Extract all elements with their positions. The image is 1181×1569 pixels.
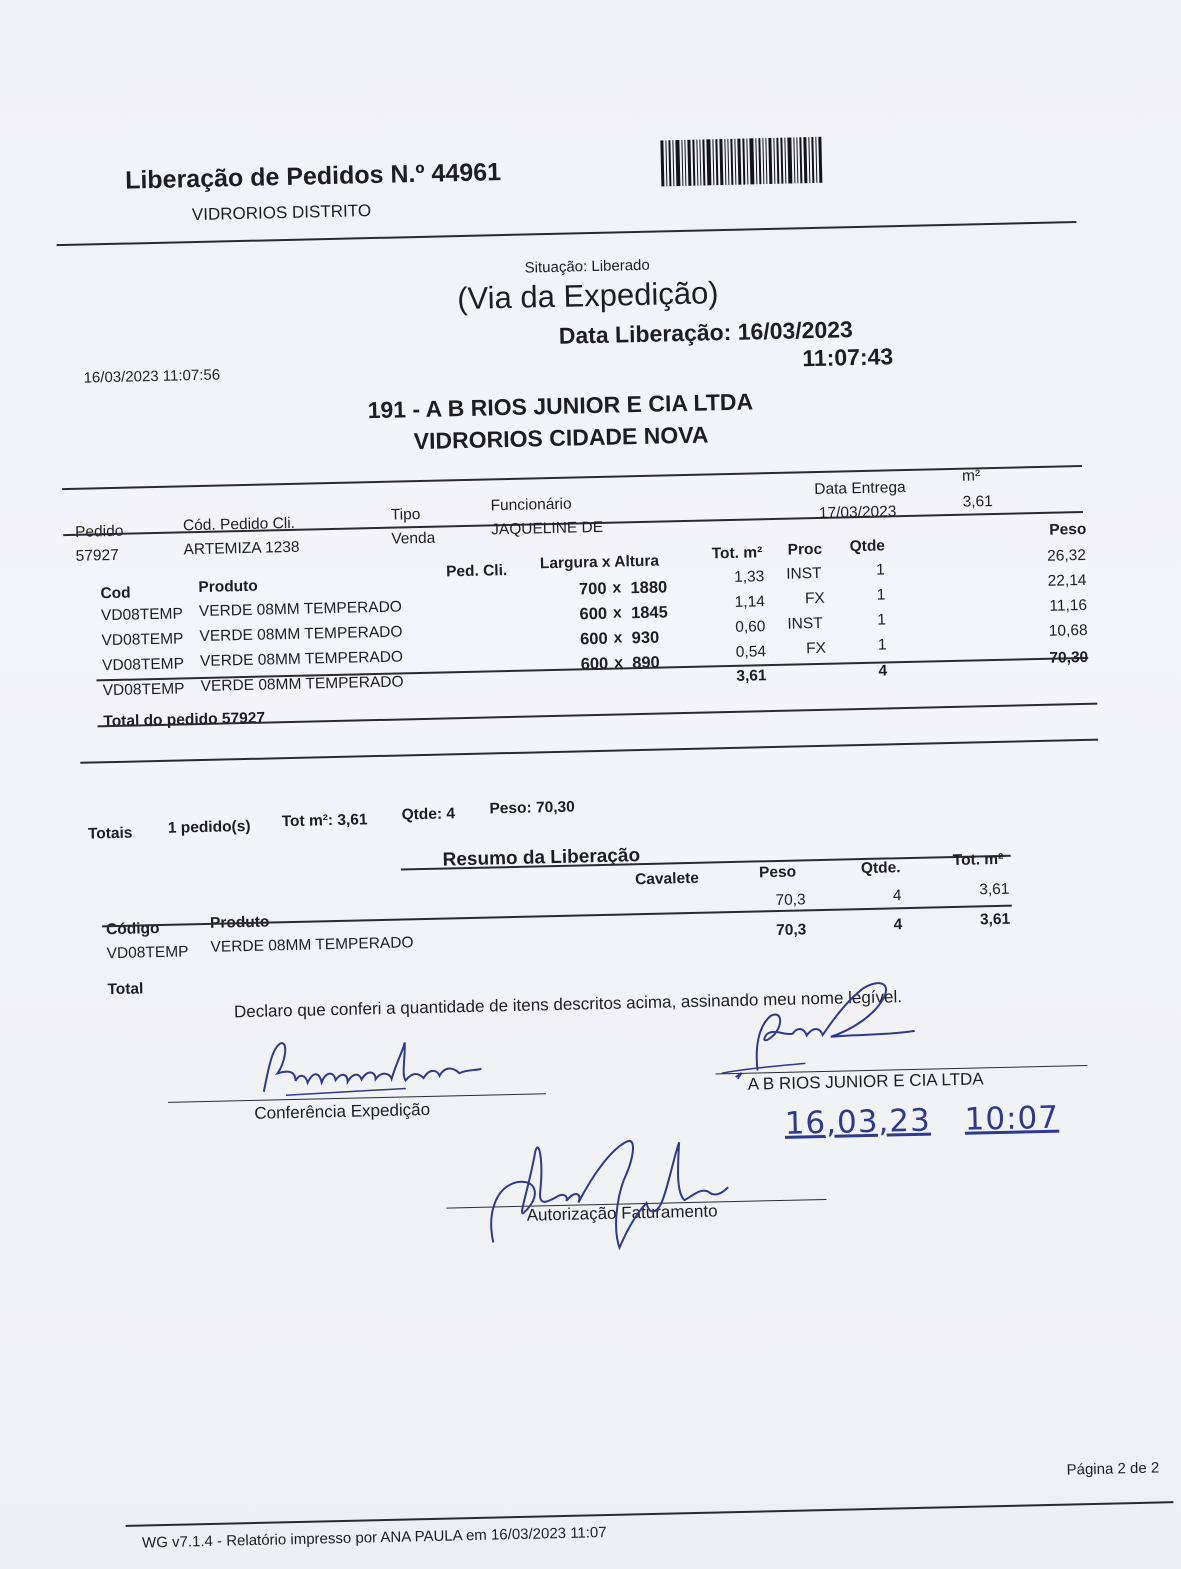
client-store: VIDRORIOS CIDADE NOVA <box>413 421 709 455</box>
item-altura: 1880 <box>630 578 668 598</box>
summary-col-codigo: Código <box>105 920 160 939</box>
footer-divider <box>126 1501 1174 1527</box>
summary-col-peso: Peso <box>758 863 797 882</box>
barcode-bar <box>773 138 775 184</box>
barcode-bar <box>803 137 807 183</box>
item-produto: VERDE 08MM TEMPERADO <box>198 598 403 621</box>
col-dims-label: Largura x Altura <box>539 552 660 573</box>
item-produto: VERDE 08MM TEMPERADO <box>200 673 404 696</box>
item-altura: 930 <box>631 628 660 648</box>
conferencia-signature <box>255 1028 497 1108</box>
barcode-bar <box>780 138 783 184</box>
col-funcionario-label: Funcionário <box>490 495 572 515</box>
item-x-symbol: x <box>614 654 624 672</box>
summary-col-produto: Produto <box>209 913 270 932</box>
barcode-bar <box>699 140 701 186</box>
item-cod: VD08TEMP <box>100 605 184 625</box>
item-cod: VD08TEMP <box>101 630 184 650</box>
barcode-bar <box>755 138 757 184</box>
item-largura: 600 <box>580 654 609 674</box>
print-timestamp: 16/03/2023 11:07:56 <box>83 366 221 387</box>
item-peso: 26,32 <box>1046 546 1087 565</box>
summary-codigo: VD08TEMP <box>106 943 189 963</box>
summary-tot-m2: 3,61 <box>979 880 1010 899</box>
barcode-bar <box>706 139 711 185</box>
col-cod-label: Cod <box>100 584 131 603</box>
summary-total-m2: 3,61 <box>979 910 1011 929</box>
print-info: WG v7.1.4 - Relatório impresso por ANA PAULA em 16/03/2023 11:07 <box>141 1524 607 1552</box>
item-peso: 22,14 <box>1047 571 1087 590</box>
item-largura: 600 <box>579 629 608 649</box>
barcode-bar <box>815 137 817 183</box>
totals-label: Totais <box>87 824 133 843</box>
totals-peso: Peso: 70,30 <box>489 798 575 818</box>
barcode-bar <box>727 139 729 185</box>
barcode-bar <box>730 139 733 185</box>
handwritten-time: 10:07 <box>964 1099 1060 1138</box>
summary-col-qtde: Qtde. <box>860 859 901 878</box>
item-largura: 600 <box>579 604 608 624</box>
header-divider <box>57 221 1077 246</box>
barcode-bar <box>796 137 798 183</box>
barcode-image <box>660 137 824 187</box>
barcode-bar <box>668 140 671 186</box>
barcode-bar <box>737 139 741 185</box>
item-x-symbol: x <box>612 604 622 622</box>
page-number: Página 2 de 2 <box>1066 1459 1160 1479</box>
funcionario-value: JAQUELINE DE <box>490 518 604 539</box>
release-date-label: Data Liberação: <box>558 318 732 349</box>
col-data-entrega-label: Data Entrega <box>814 478 906 499</box>
col-pedido-label: Pedido <box>74 522 124 541</box>
totals-qtde: Qtde: 4 <box>401 805 456 824</box>
copy-type: (Via da Expedição) <box>456 275 719 317</box>
barcode-bar <box>702 139 705 185</box>
col-tipo-label: Tipo <box>390 505 421 524</box>
col-cod-pedido-cli-label: Cód. Pedido Cli. <box>182 514 296 535</box>
barcode-bar <box>665 140 667 186</box>
m2-value: 3,61 <box>962 493 994 511</box>
situation-status: Situação: Liberado <box>524 256 650 277</box>
item-peso: 11,16 <box>1049 596 1088 615</box>
summary-peso: 70,3 <box>775 891 806 910</box>
barcode-bar <box>734 139 736 185</box>
summary-qtde: 4 <box>892 887 902 905</box>
barcode-bar <box>768 138 772 184</box>
handwritten-date: 16,03,23 <box>784 1102 932 1142</box>
report-sheet <box>54 108 1160 1552</box>
col-ped-cli-label: Ped. Cli. <box>445 562 508 581</box>
autorizacao-signature <box>477 1127 740 1268</box>
barcode-bar <box>681 140 683 186</box>
client-signature <box>713 972 956 1092</box>
summary-total-label: Total <box>107 980 144 999</box>
barcode-bar <box>687 140 691 186</box>
item-qtde: 1 <box>875 561 885 579</box>
barcode-bar <box>672 140 674 186</box>
item-produto: VERDE 08MM TEMPERADO <box>199 648 404 671</box>
barcode-bar <box>712 139 714 185</box>
item-qtde: 1 <box>876 586 886 604</box>
items-total-m2: 3,61 <box>736 667 767 685</box>
item-proc: FX <box>805 639 827 658</box>
barcode-bar <box>793 137 795 183</box>
item-qtde: 1 <box>877 611 887 629</box>
barcode-bar <box>784 138 786 184</box>
col-m2-label: m² <box>961 467 981 485</box>
barcode-bar <box>818 137 822 183</box>
barcode-bar <box>762 138 764 184</box>
barcode-bar <box>758 138 761 184</box>
item-proc: INST <box>787 614 823 633</box>
pedido-value: 57927 <box>75 546 119 565</box>
order-bottom-divider <box>80 739 1098 764</box>
barcode-bar <box>724 139 726 185</box>
item-cod: VD08TEMP <box>101 655 185 675</box>
items-total-peso: 70,30 <box>1049 648 1089 667</box>
col-produto-label: Produto <box>198 577 258 597</box>
item-tot-m2: 0,54 <box>735 643 767 661</box>
barcode-bar <box>675 140 680 186</box>
item-tot-m2: 1,14 <box>734 593 766 611</box>
barcode-bar <box>787 137 792 183</box>
conferencia-label: Conferência Expedição <box>254 1099 431 1123</box>
report-title: Liberação de Pedidos N.º 44961 <box>124 158 502 195</box>
client-name: 191 - A B RIOS JUNIOR E CIA LTDA <box>367 388 754 424</box>
summary-col-cavalete: Cavalete <box>634 869 700 889</box>
item-proc: FX <box>804 589 825 608</box>
item-largura: 700 <box>578 579 607 599</box>
col-qtde-label: Qtde <box>849 537 886 556</box>
item-tot-m2: 1,33 <box>733 568 765 586</box>
client-signature-label: A B RIOS JUNIOR E CIA LTDA <box>747 1069 984 1094</box>
item-altura: 890 <box>632 653 660 673</box>
barcode-bar <box>660 140 664 186</box>
order-total-label: Total do pedido 57927 <box>103 709 266 731</box>
barcode-bar <box>799 137 802 183</box>
totals-m2: Tot m²: 3,61 <box>281 811 368 831</box>
summary-produto: VERDE 08MM TEMPERADO <box>210 934 414 956</box>
barcode-bar <box>749 138 754 184</box>
item-qtde: 1 <box>877 636 887 654</box>
company-name: VIDRORIOS DISTRITO <box>191 201 372 225</box>
order-top-divider <box>62 465 1082 490</box>
items-total-qtde: 4 <box>878 662 888 680</box>
barcode-bar <box>696 140 698 186</box>
summary-total-qtde: 4 <box>893 916 903 934</box>
col-peso-label: Peso <box>1049 520 1087 539</box>
item-x-symbol: x <box>612 579 622 597</box>
col-tot-m2-label: Tot. m² <box>711 544 763 563</box>
tipo-value: Venda <box>391 529 436 548</box>
barcode-bar <box>811 137 814 183</box>
barcode-bar <box>808 137 810 183</box>
barcode-bar <box>746 138 748 184</box>
summary-title: Resumo da Liberação <box>442 845 641 871</box>
declaration-text: Declaro que conferi a quantidade de itens descritos acima, assinando meu nome legível. <box>233 987 903 1022</box>
item-x-symbol: x <box>613 629 623 647</box>
barcode-bar <box>742 139 745 185</box>
barcode-bar <box>692 140 695 186</box>
item-altura: 1845 <box>630 603 669 623</box>
item-peso: 10,68 <box>1048 621 1088 640</box>
summary-col-tot-m2: Tot. m² <box>952 850 1004 870</box>
release-time: 11:07:43 <box>802 343 894 372</box>
item-tot-m2: 0,60 <box>735 618 766 636</box>
item-proc: INST <box>786 564 822 583</box>
summary-total-peso: 70,3 <box>775 921 807 940</box>
barcode-bar <box>715 139 718 185</box>
barcode-bar <box>684 140 686 186</box>
item-cod: VD08TEMP <box>102 680 185 700</box>
barcode-bar <box>719 139 723 185</box>
barcode-bar <box>765 138 767 184</box>
totals-pedidos: 1 pedido(s) <box>167 817 251 837</box>
col-proc-label: Proc <box>787 540 823 559</box>
release-date-value: 16/03/2023 <box>737 316 854 345</box>
item-produto: VERDE 08MM TEMPERADO <box>199 623 403 646</box>
data-entrega-value: 17/03/2023 <box>818 503 897 522</box>
cod-pedido-cli-value: ARTEMIZA 1238 <box>183 538 300 559</box>
barcode-bar <box>776 138 779 184</box>
autorizacao-label: Autorização Faturamento <box>526 1201 718 1225</box>
